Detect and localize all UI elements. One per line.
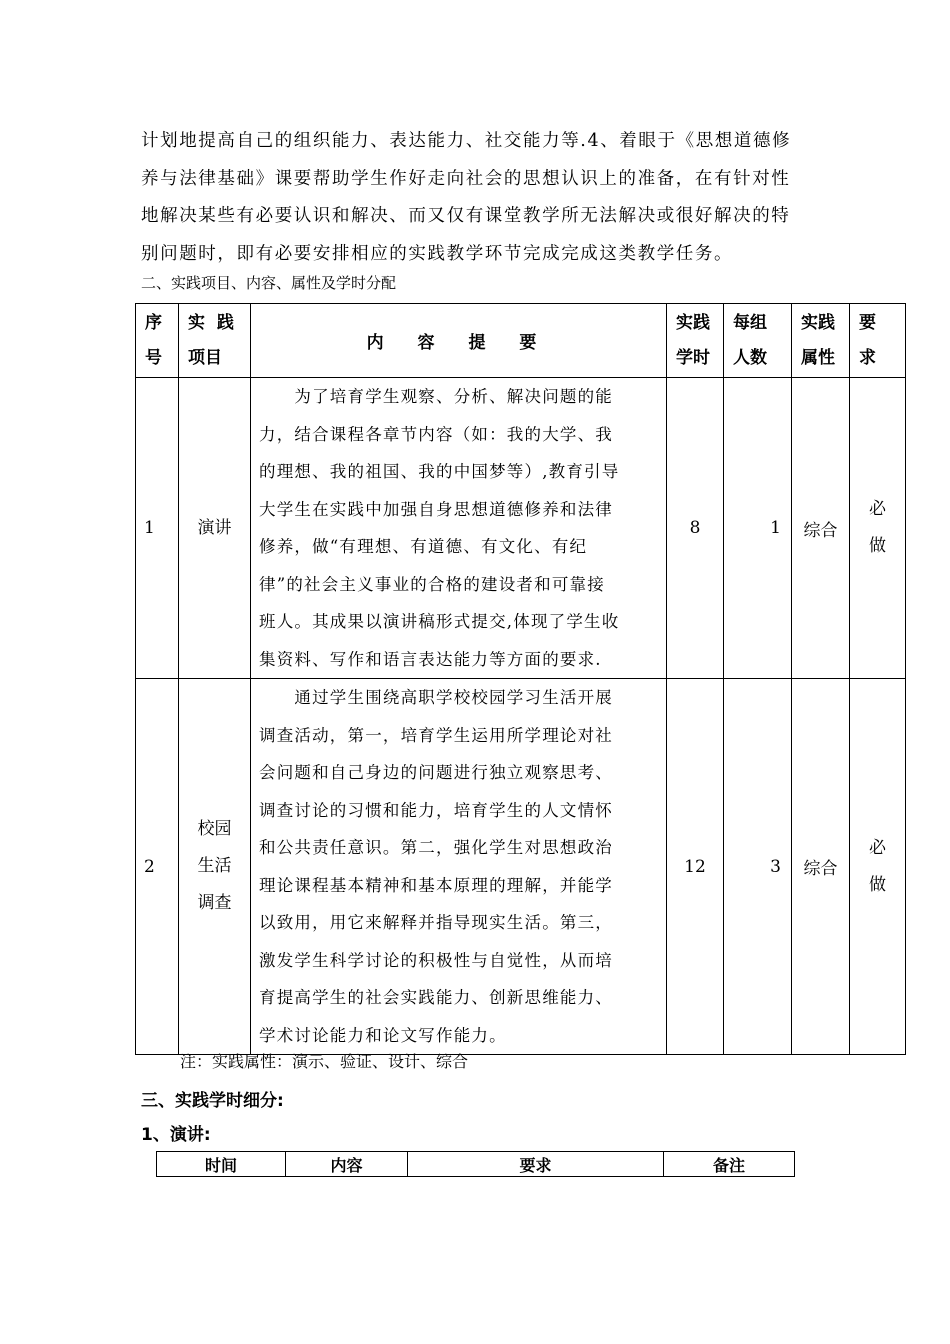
header-group: 每组 人数	[724, 304, 792, 378]
intro-line: 养与法律基础》课要帮助学生作好走向社会的思想认识上的准备，在有针对性	[141, 168, 791, 189]
practice-table	[135, 303, 906, 1055]
table-row	[136, 679, 906, 1055]
row-requirement: 必 做	[850, 378, 906, 679]
row-group-size: 1	[724, 378, 792, 679]
row-content: 通过学生围绕高职学校校园学习生活开展 调查活动，第一，培育学生运用所学理论对社 会问题和自己身边的问题进行独立观察思考、 调查讨论的习惯和能力，培育学生的人文情怀 和公共责任意识。第二，强化学生对思想政治 理论课程基本精神和基本原理的理解，并能学 以致用，用它来解释并指导现实生活。第三， 激发学生科学讨论的积极性与自觉性，从而培 育提高学生的社会实践能力、创新思维能力、 学术讨论能力和论文写作能力。	[251, 679, 667, 1055]
row-attribute: 综合	[792, 378, 850, 679]
table-header-row	[157, 1152, 795, 1177]
intro-line: 地解决某些有必要认识和解决、而又仅有课堂教学所无法解决或很好解决的特	[141, 206, 791, 226]
header-hours: 实践 学时	[667, 304, 724, 378]
intro-line: 计划地提高自己的组织能力、表达能力、社交能力等.4、着眼于《思想道德修	[141, 131, 792, 151]
speech-schedule-table	[156, 1151, 795, 1177]
header-time: 时间	[157, 1152, 286, 1177]
table-note: 注：实践属性：演示、验证、设计、综合	[180, 1052, 469, 1071]
table-header-row	[136, 304, 906, 378]
header-attr: 实践 属性	[792, 304, 850, 378]
row-attribute: 综合	[792, 679, 850, 1055]
header-req: 要 求	[850, 304, 906, 378]
header-content: 内 容 提 要	[251, 304, 667, 378]
section2-title: 二、实践项目、内容、属性及学时分配	[141, 274, 397, 292]
header-remarks: 备注	[664, 1152, 795, 1177]
row-num: 2	[136, 679, 179, 1055]
row-group-size: 3	[724, 679, 792, 1055]
row-num: 1	[136, 378, 179, 679]
subsection-title: 1、演讲:	[141, 1125, 211, 1145]
row-project: 演讲	[179, 378, 251, 679]
row-hours: 12	[667, 679, 724, 1055]
row-content: 为了培育学生观察、分析、解决问题的能 力，结合课程各章节内容（如：我的大学、我 的理想、我的祖国、我的中国梦等）,教育引导 大学生在实践中加强自身思想道德修养和法律 修养，做“有理想、有道德、有文化、有纪 律”的社会主义事业的合格的建设者和可靠接 班人。其成果以演讲稿形式提交,体现了学生收 集资料、写作和语言表达能力等方面的要求.	[251, 378, 667, 679]
header-project: 实 践 项目	[179, 304, 251, 378]
header-requirement: 要求	[408, 1152, 664, 1177]
section3-title: 三、实践学时细分:	[141, 1091, 284, 1111]
intro-paragraph	[141, 123, 821, 273]
table-row	[136, 378, 906, 679]
intro-line: 别问题时，即有必要安排相应的实践教学环节完成完成这类教学任务。	[141, 243, 734, 264]
header-content: 内容	[286, 1152, 408, 1177]
row-requirement: 必 做	[850, 679, 906, 1055]
header-num: 序 号	[136, 304, 179, 378]
row-project: 校园 生活 调查	[179, 679, 251, 1055]
row-hours: 8	[667, 378, 724, 679]
